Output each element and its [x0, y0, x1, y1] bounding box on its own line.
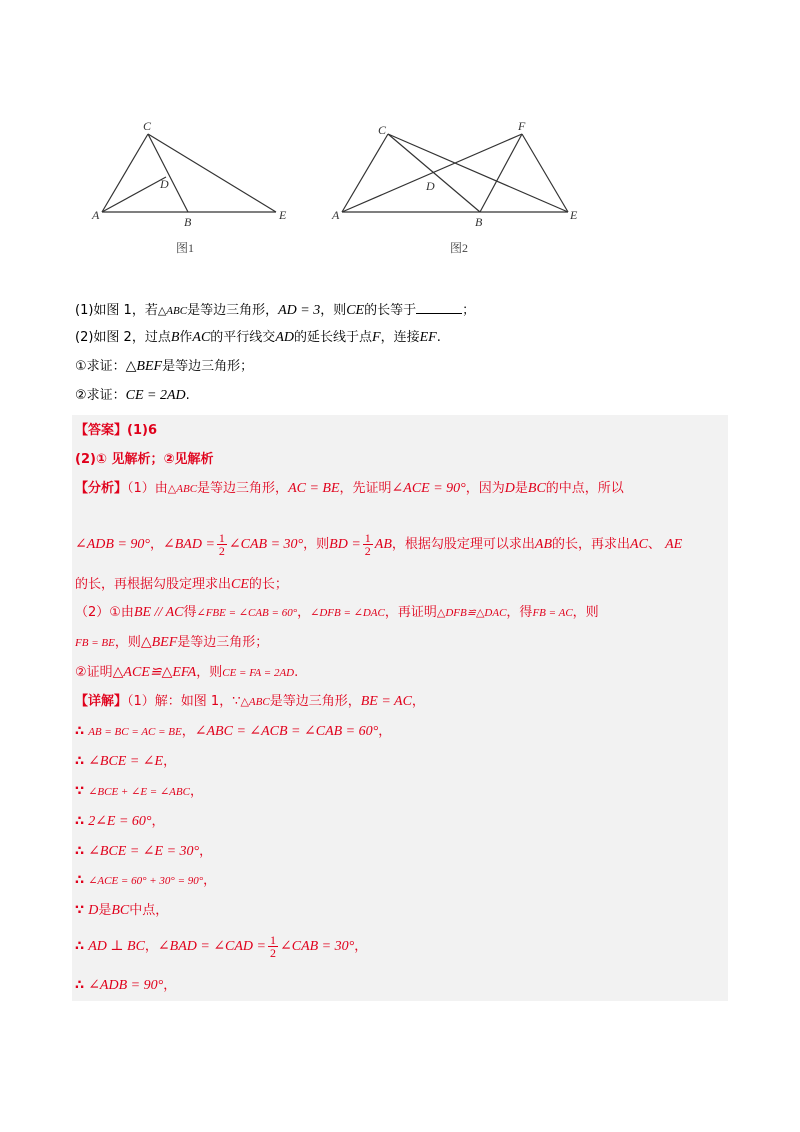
analysis-line-2: ∠ADB = 90°，∠BAD = $\frac{1}{2}$ ∠CAB = 30°，则BD = $\frac{1}{2}$ AB，根据勾股定理可以求出AB的长，再求出AC、 AE [75, 531, 683, 558]
question-1: (1)如图 1，若△ABC是等边三角形，AD = 3，则CE的长等于 ； [75, 300, 475, 320]
fig1-label-e: E [279, 208, 287, 222]
detail-line-1: 【详解】（1）解：如图 1，∵△ABC是等边三角形，BE = AC， [75, 694, 425, 709]
fig1-label-d: D [160, 177, 169, 191]
geometry-figures [88, 118, 588, 268]
figure-2 [342, 134, 568, 212]
fig2-segment-ce [388, 134, 568, 212]
fraction-half: $\frac{1}{2}$ [218, 531, 225, 558]
figure-1 [102, 134, 276, 212]
answer-line-2: (2)① 见解析；②见解析 [75, 452, 214, 467]
detail-line-3: ∴ ∠BCE = ∠E， [75, 754, 177, 769]
question-2-part-2: ②求证：CE = 2AD. [75, 388, 190, 403]
fig1-label-b: B [184, 215, 192, 229]
fraction-half-3: $\frac{1}{2}$ [270, 933, 276, 960]
fraction-half-2: $\frac{1}{2}$ [364, 531, 371, 558]
detail-line-7: ∴ ∠ACE = 60° + 30° = 90°， [75, 873, 217, 888]
fig1-segment-ac [102, 134, 148, 212]
question-2-part-1: ①求证：△BEF是等边三角形； [75, 359, 254, 374]
fig2-segment-ac [342, 134, 388, 212]
detail-line-5: ∴ 2∠E = 60°， [75, 814, 165, 829]
fig2-segment-bf [480, 134, 522, 212]
fig2-segment-fe [522, 134, 568, 212]
detail-line-10: ∴ ∠ADB = 90°， [75, 978, 177, 993]
fig1-segment-ce [148, 134, 276, 212]
analysis-line-5: FB = BE，则△BEF是等边三角形； [75, 635, 269, 650]
fig1-segment-ad [102, 177, 166, 212]
analysis-line-1: 【分析】（1）由△ABC是等边三角形，AC = BE，先证明∠ACE = 90°，因为D是BC的中点，所以 [75, 481, 624, 496]
analysis-line-4: （2）①由BE // AC得∠FBE = ∠CAB = 60°，∠DFB = ∠DAC，再证明△DFB≌△DAC，得FB = AC，则 [75, 605, 599, 620]
detail-line-4: ∵ ∠BCE + ∠E = ∠ABC， [75, 784, 203, 799]
fig2-caption: 图2 [450, 241, 469, 255]
fig2-label-d: D [426, 179, 435, 193]
fig2-label-c: C [378, 123, 387, 137]
detail-line-9: ∴ AD ⊥ BC，∠BAD = ∠CAD = $\frac{1}{2}$ ∠CAB = 30°， [75, 933, 368, 960]
fig2-label-e: E [570, 208, 578, 222]
analysis-line-6: ②证明△ACE≌△EFA，则CE = FA = 2AD. [75, 665, 299, 680]
detail-line-8: ∵ D是BC中点， [75, 903, 169, 918]
fig2-segment-cb [388, 134, 480, 212]
fig2-label-f: F [518, 119, 526, 133]
detail-line-2: ∴ AB = BC = AC = BE，∠ABC = ∠ACB = ∠CAB = 60°， [75, 724, 392, 739]
analysis-line-3: 的长，再根据勾股定理求出CE的长； [75, 577, 288, 592]
fig2-label-a: A [332, 208, 340, 222]
detail-line-6: ∴ ∠BCE = ∠E = 30°， [75, 844, 213, 859]
fig1-label-a: A [92, 208, 100, 222]
answer-line-1: 【答案】(1)6 [75, 423, 157, 438]
fig1-caption: 图1 [176, 241, 195, 255]
answer-blank [416, 300, 462, 314]
fig2-label-b: B [475, 215, 483, 229]
figures [88, 118, 588, 268]
fig1-label-c: C [143, 119, 152, 133]
question-2: (2)如图 2，过点B作AC的平行线交AD的延长线于点F，连接EF. [75, 330, 441, 345]
fig2-segment-af [342, 134, 522, 212]
